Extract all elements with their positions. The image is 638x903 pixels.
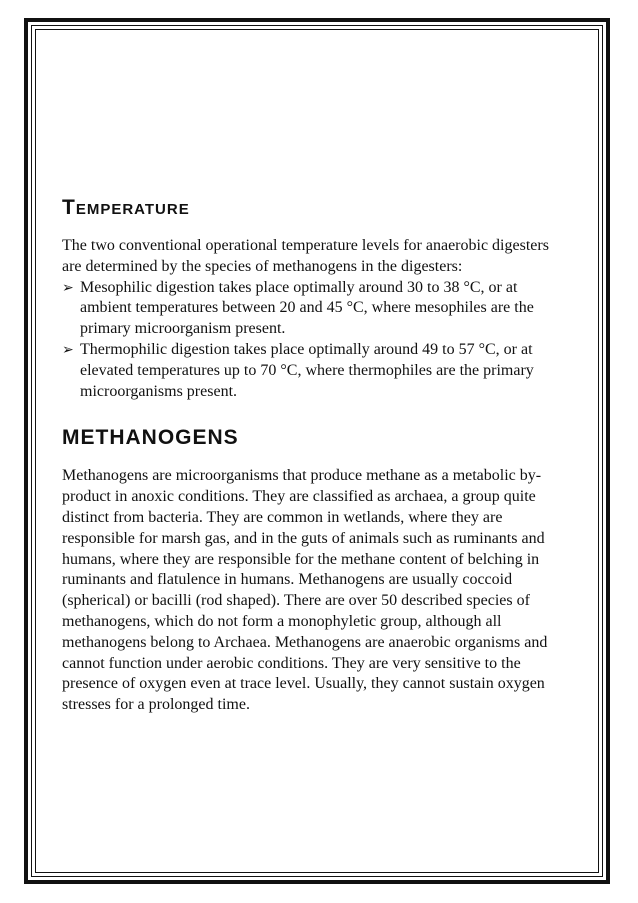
temperature-bullet-list	[62, 278, 562, 403]
list-item-mesophilic	[62, 278, 562, 340]
mesophilic-text: Mesophilic digestion takes place optimally around 30 to 38 °C, or at ambient temperatures between 20 and 45 °C, where mesophiles are the primary microorganism present.	[80, 278, 534, 338]
temperature-intro: The two conventional operational temperature levels for anaerobic digesters are determined by the species of methanogens in the digesters:	[62, 237, 549, 275]
document-body	[62, 196, 562, 716]
thermophilic-text: Thermophilic digestion takes place optimally around 49 to 57 °C, or at elevated temperatures up to 70 °C, where thermophiles are the primary microorganisms present.	[80, 340, 534, 400]
methanogens-heading: METHANOGENS	[62, 426, 239, 450]
temperature-heading: Temperature	[62, 196, 190, 219]
list-item-thermophilic	[62, 340, 562, 402]
arrowhead-bullet-icon: ➢	[62, 341, 74, 358]
arrowhead-bullet-icon: ➢	[62, 279, 74, 296]
methanogens-paragraph: Methanogens are microorganisms that produce methane as a metabolic by-product in anoxic conditions. They are classified as archaea, a group quite distinct from bacteria. They are common in wetlands, where they are responsible for marsh gas, and in the guts of animals such as ruminants and humans, where they are responsible for the methane content of belching in ruminants and flatulence in humans. Methanogens are usually coccoid (spherical) or bacilli (rod shaped). There are over 50 described species of methanogens, which do not form a monophyletic group, although all methanogens belong to Archaea. Methanogens are anaerobic organisms and cannot function under aerobic conditions. They are very sensitive to the presence of oxygen even at trace level. Usually, they cannot sustain oxygen stresses for a prolonged time.	[62, 467, 548, 714]
